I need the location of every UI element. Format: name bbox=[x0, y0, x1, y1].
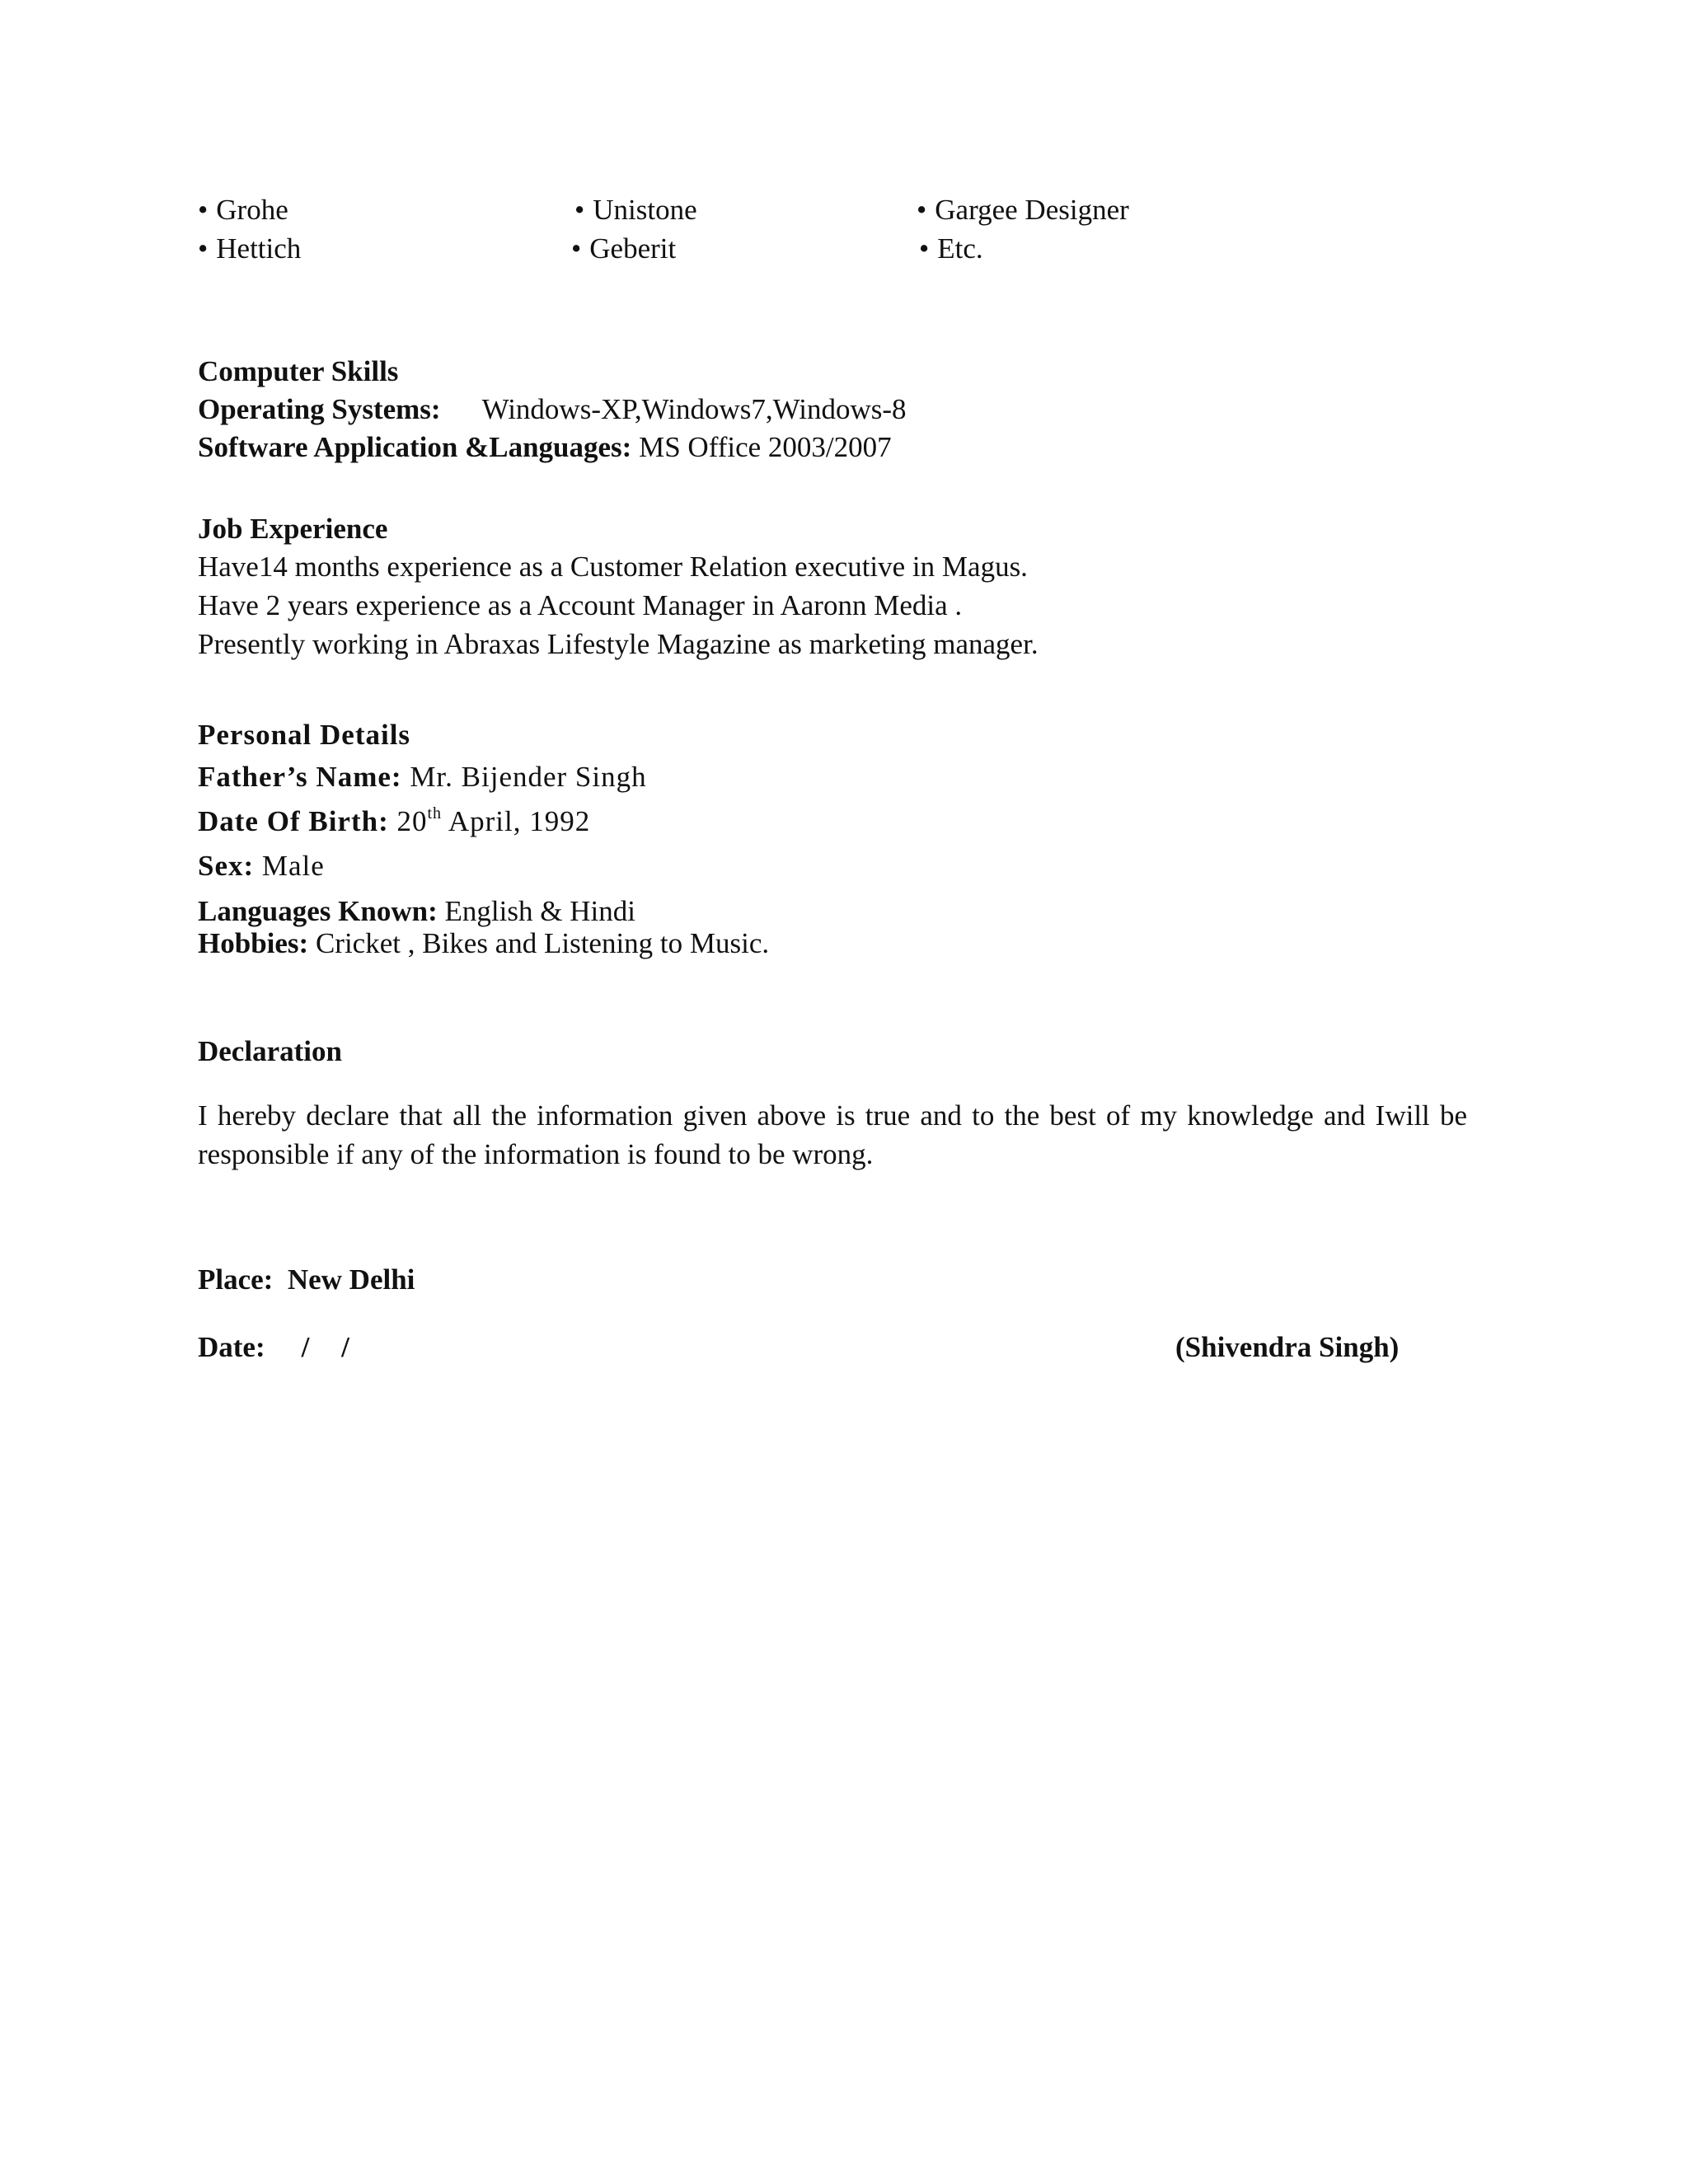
signature-name: (Shivendra Singh) bbox=[1175, 1331, 1400, 1363]
hobbies-label: Hobbies: bbox=[198, 927, 309, 959]
sex-row bbox=[198, 849, 325, 883]
place-label: Place: bbox=[198, 1263, 274, 1296]
job-experience-line: Have 2 years experience as a Account Manager in Aaronn Media . bbox=[198, 589, 963, 621]
job-experience-line: Presently working in Abraxas Lifestyle Magazine as marketing manager. bbox=[198, 628, 1039, 660]
job-experience-heading: Job Experience bbox=[198, 513, 388, 545]
brand-item: • Hettich bbox=[198, 232, 302, 265]
brand-item: • Gargee Designer bbox=[917, 194, 1129, 226]
languages-label: Languages Known: bbox=[198, 895, 438, 927]
hobbies-value: Cricket , Bikes and Listening to Music. bbox=[315, 927, 770, 959]
software-row bbox=[198, 430, 892, 465]
operating-systems-row bbox=[198, 392, 907, 427]
hobbies-row bbox=[198, 926, 769, 961]
computer-skills-heading: Computer Skills bbox=[198, 355, 399, 387]
dob-rest: April, 1992 bbox=[448, 805, 591, 837]
declaration-text: I hereby declare that all the information given above is true and to the best of my knowledge and Iwill be responsible if any of the information is found to be wrong. bbox=[198, 1099, 1467, 1170]
dob-label: Date Of Birth: bbox=[198, 805, 389, 837]
father-name-row bbox=[198, 760, 647, 794]
brand-item: • Etc. bbox=[919, 232, 983, 265]
date-of-birth-row bbox=[198, 804, 590, 839]
father-name-value: Mr. Bijender Singh bbox=[410, 761, 647, 793]
dob-day: 20 bbox=[396, 805, 428, 837]
personal-details-heading: Personal Details bbox=[198, 719, 411, 751]
place-value: New Delhi bbox=[287, 1263, 415, 1296]
os-value: Windows-XP,Windows7,Windows-8 bbox=[481, 393, 907, 425]
date-value: / / bbox=[301, 1331, 349, 1363]
father-name-label: Father’s Name: bbox=[198, 761, 402, 793]
sex-value: Male bbox=[261, 850, 325, 882]
sex-label: Sex: bbox=[198, 850, 255, 882]
brand-item: • Geberit bbox=[571, 232, 677, 265]
software-value: MS Office 2003/2007 bbox=[639, 431, 892, 463]
dob-suffix: th bbox=[427, 804, 443, 823]
declaration-heading: Declaration bbox=[198, 1035, 342, 1067]
job-experience-line: Have14 months experience as a Customer Relation executive in Magus. bbox=[198, 551, 1028, 583]
os-label: Operating Systems: bbox=[198, 393, 441, 425]
date-label: Date: bbox=[198, 1331, 265, 1363]
languages-value: English & Hindi bbox=[444, 895, 635, 927]
brand-item: • Grohe bbox=[198, 194, 288, 226]
software-label: Software Application &Languages: bbox=[198, 431, 632, 463]
place-row bbox=[198, 1263, 415, 1297]
brand-item: • Unistone bbox=[574, 194, 697, 226]
languages-row bbox=[198, 894, 635, 929]
date-row bbox=[198, 1330, 349, 1365]
